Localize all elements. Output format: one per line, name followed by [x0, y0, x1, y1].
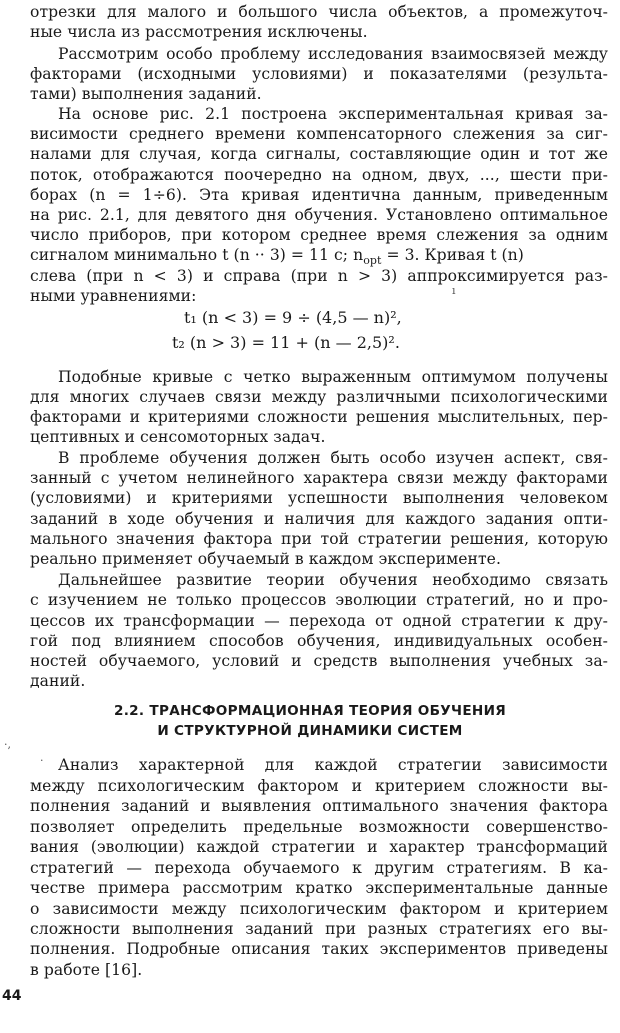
- paragraph-5-line-3: (условиями) и критериями успешности выполнения человеком: [30, 489, 608, 507]
- paragraph-5-line-5: мального значения фактора при той стратегии решения, которую: [30, 530, 608, 548]
- paragraph-3-line-4: поток, отображаются поочередно на одном, двух, ..., шести при-: [30, 166, 608, 184]
- paragraph-5-line-2: занный с учетом нелинейного характера связи между факторами: [30, 469, 608, 487]
- paragraph-4-line-3: факторами и критериями сложности решения мыслительных, пер-: [30, 408, 608, 426]
- paragraph-3-line-6: на рис. 2.1, для девятого дня обучения. Установлено оптимальное: [30, 206, 608, 224]
- paragraph-7-line-10: полнения. Подробные описания таких экспериментов приведены: [30, 940, 608, 958]
- paragraph-4-line-1: Подобные кривые с четко выраженным оптимумом получены: [58, 368, 608, 386]
- paragraph-7-line-4: позволяет определить предельные возможности совершенство-: [30, 818, 608, 836]
- paragraph-7-line-11: в работе [16].: [30, 961, 143, 979]
- paragraph-3-line-1: На основе рис. 2.1 построена экспериментальная кривая за-: [58, 105, 608, 123]
- paragraph-7-line-6: стратегий — перехода обучаемого к другим стратегиям. В ка-: [30, 859, 608, 877]
- paragraph-3-line-8-tail: = 3. Кривая t (n): [381, 246, 524, 264]
- paragraph-1-line-2: ные числа из рассмотрения исключены.: [30, 23, 368, 41]
- print-speck: ·: [40, 754, 44, 767]
- section-heading-line-2: И СТРУКТУРНОЙ ДИНАМИКИ СИСТЕМ: [157, 723, 463, 739]
- paragraph-3-line-8: [30, 245, 608, 268]
- paragraph-4-line-2: для многих случаев связи между различными психологическими: [30, 388, 608, 406]
- paragraph-6-line-5: ностей обучаемого, условий и средств выполнения учебных за-: [30, 652, 608, 670]
- paragraph-7-line-8: о зависимости между психологическим фактором и критерием: [30, 900, 608, 918]
- paragraph-7-line-1: Анализ характерной для каждой стратегии зависимости: [58, 756, 608, 774]
- paragraph-6-line-1: Дальнейшее развитие теории обучения необходимо связать: [58, 571, 608, 589]
- paragraph-2-line-2: факторами (исходными условиями) и показателями (результа-: [30, 65, 608, 83]
- paragraph-4-line-4: цептивных и сенсомоторных задач.: [30, 428, 326, 446]
- paragraph-3-line-7: число приборов, при котором среднее время слежения за одним: [30, 226, 608, 244]
- n-opt-subscript: opt: [363, 254, 382, 268]
- print-speck: ·,: [4, 738, 11, 751]
- paragraph-7-line-2: между психологическим фактором и критерием сложности вы-: [30, 777, 608, 795]
- page-number: 44: [2, 988, 22, 1004]
- paragraph-5-line-1: В проблеме обучения должен быть особо изучен аспект, свя-: [58, 449, 608, 467]
- paragraph-3-line-3: налами для случая, когда сигналы, составляющие один и тот же: [30, 145, 608, 163]
- paragraph-3-line-8-text: сигналом минимально t (n ·· 3) = 11 с; n: [30, 246, 364, 264]
- paragraph-6-line-6: даний.: [30, 672, 86, 690]
- print-speck: ı: [452, 284, 456, 297]
- paragraph-6-line-3: цессов их трансформации — перехода от одной стратегии к дру-: [30, 612, 608, 630]
- paragraph-3-line-5: борах (n = 1÷6). Эта кривая идентична данным, приведенным: [30, 186, 608, 204]
- paragraph-7-line-9: сложности выполнения заданий при разных стратегиях его вы-: [30, 920, 608, 938]
- paragraph-3-line-9: слева (при n < 3) и справа (при n > 3) аппроксимируется раз-: [30, 267, 608, 285]
- paragraph-1-line-1: отрезки для малого и большого числа объектов, а промежуточ-: [30, 3, 608, 21]
- formula-1: t₁ (n < 3) = 9 ÷ (4,5 — n)²,: [184, 308, 402, 327]
- paragraph-7-line-5: вания (эволюции) каждой стратегии и характер трансформаций: [30, 838, 608, 856]
- paragraph-3-line-2: висимости среднего времени компенсаторного слежения за сиг-: [30, 125, 608, 143]
- paragraph-7-line-3: полнения заданий и выявления оптимального значения фактора: [30, 797, 608, 815]
- paragraph-7-line-7: честве примера рассмотрим кратко экспериментальные данные: [30, 879, 608, 897]
- paragraph-2-line-1: Рассмотрим особо проблему исследования взаимосвязей между: [58, 45, 608, 63]
- paragraph-6-line-4: гой под влиянием способов обучения, индивидуальных особен-: [30, 632, 608, 650]
- paragraph-5-line-6: реально применяет обучаемый в каждом эксперименте.: [30, 550, 501, 568]
- formula-2: t₂ (n > 3) = 11 + (n — 2,5)².: [172, 333, 400, 352]
- section-heading-line-1: 2.2. ТРАНСФОРМАЦИОННАЯ ТЕОРИЯ ОБУЧЕНИЯ: [113, 703, 507, 719]
- paragraph-6-line-2: с изучением не только процессов эволюции стратегий, но и про-: [30, 591, 608, 609]
- paragraph-5-line-4: заданий в ходе обучения и наличия для каждого задания опти-: [30, 510, 608, 528]
- paragraph-2-line-3: тами) выполнения заданий.: [30, 85, 262, 103]
- paragraph-3-line-10: ными уравнениями:: [30, 287, 197, 305]
